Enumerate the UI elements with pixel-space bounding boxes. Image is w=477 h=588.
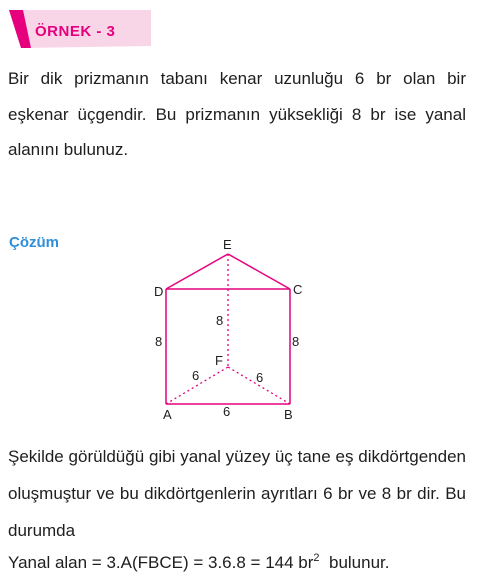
length-AB: 6 [223, 404, 231, 419]
example-badge [5, 6, 157, 52]
final-answer [8, 553, 389, 573]
question-text: Bir dik prizmanın tabanı kenar uzunluğu 6 br olan bir eşkenar üçgendir. Bu prizmanın yüksekliği 8 br ise yanal alanını bulunuz. [8, 69, 466, 159]
length-FB: 6 [256, 370, 264, 385]
final-answer-suffix: bulunur. [328, 553, 390, 572]
vertex-A: A [163, 407, 172, 422]
final-answer-exponent: 2 [313, 552, 320, 564]
vertex-F: F [215, 353, 223, 368]
length-AF: 6 [192, 368, 200, 383]
final-answer-expression: Yanal alan = 3.A(FBCE) = 3.6.8 = 144 br [8, 553, 314, 572]
edge-EC [228, 254, 290, 289]
solution-text: Şekilde görüldüğü gibi yanal yüzey üç tane eş dikdörtgenden oluşmuştur ve bu dikdörtgenlerin ayrıtları 6 br ve 8 br dir. Bu durumda [8, 447, 466, 540]
prism-diagram [148, 232, 328, 422]
example-title: ÖRNEK - 3 [35, 23, 116, 40]
vertex-B: B [284, 407, 293, 422]
vertex-D: D [154, 284, 164, 299]
length-CB: 8 [292, 334, 300, 349]
vertex-C: C [293, 282, 303, 297]
length-EF: 8 [216, 313, 224, 328]
vertex-E: E [223, 237, 232, 252]
solution-heading: Çözüm [9, 234, 59, 251]
edge-ED [166, 254, 228, 289]
length-DA: 8 [155, 334, 163, 349]
